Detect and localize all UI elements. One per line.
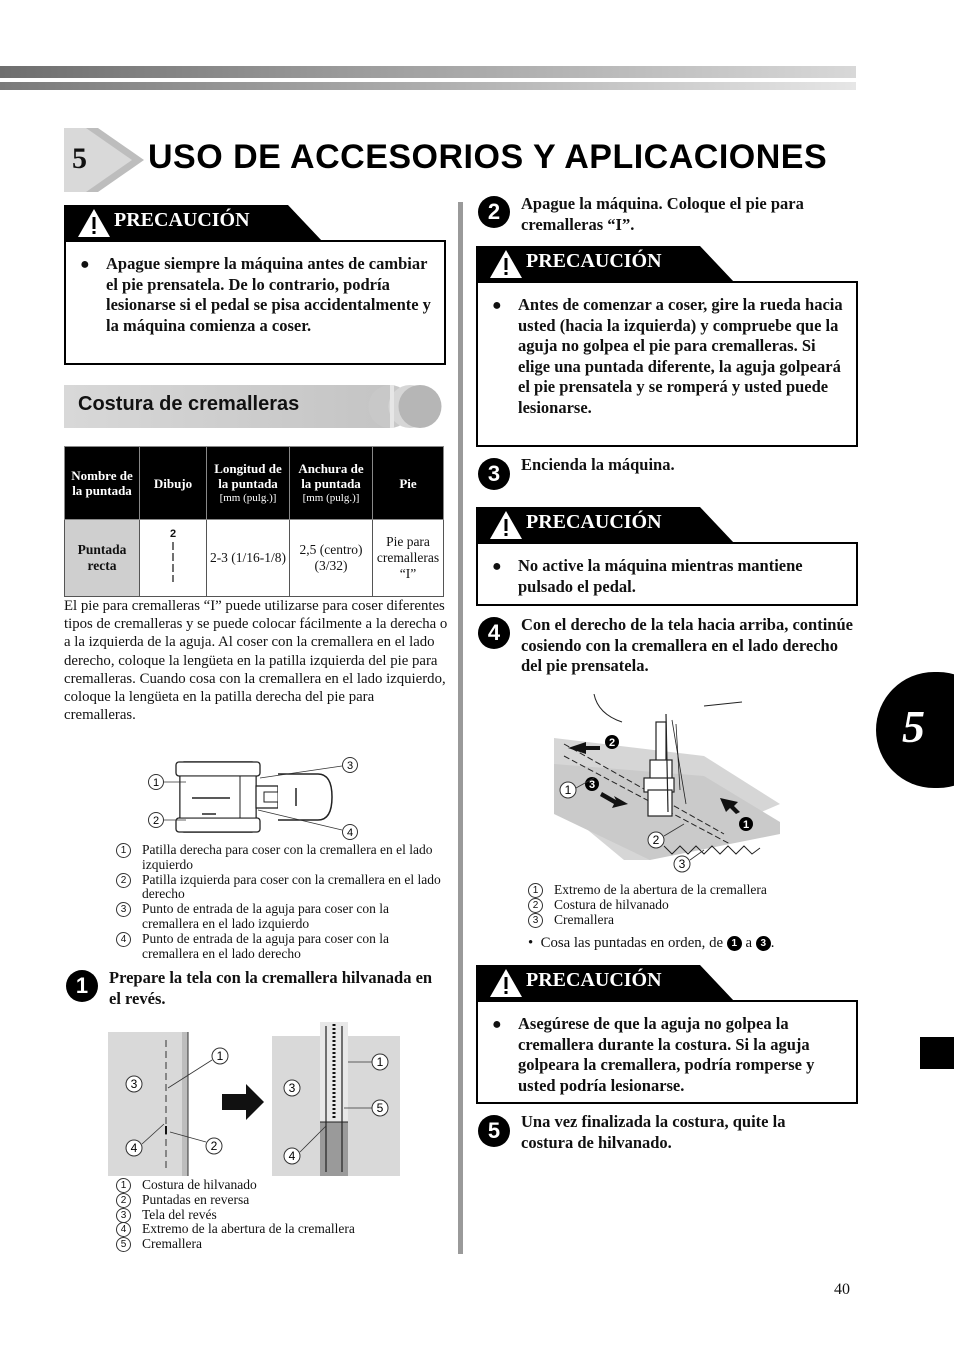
- list-item: [116, 843, 446, 873]
- step-text-5: Una vez finalizada la costura, quite la costura de hilvanado.: [521, 1112, 786, 1152]
- caution-header-3: [476, 507, 736, 543]
- list-item: [116, 873, 446, 903]
- legend-text: Cremallera: [142, 1236, 202, 1252]
- legend-text: Tela del revés: [142, 1206, 217, 1222]
- bullet-dot-icon: •: [528, 935, 541, 951]
- table-row: [65, 520, 444, 597]
- header-width-label: Anchura de la puntada: [298, 460, 364, 491]
- caution-text-4: Asegúrese de que la aguja no golpea la cremallera durante la costura. Si la aguja golpeara la cremallera, podría romperse y usted podría lesionarse.: [518, 1014, 815, 1095]
- step-text-4: Con el derecho de la tela hacia arriba, continúe cosiendo con la cremallera en el lado derecho del pie prensatela.: [521, 615, 853, 675]
- step-text-2: Apague la máquina. Coloque el pie para cremalleras “I”.: [521, 194, 804, 234]
- caution-text-3: No active la máquina mientras mantiene pulsado el pedal.: [518, 556, 803, 596]
- section-title: Costura de cremalleras: [78, 393, 300, 415]
- legend-text: Costura de hilvanado: [142, 1177, 257, 1192]
- svg-text:2: 2: [608, 737, 616, 749]
- list-item: [528, 883, 848, 898]
- header-width-unit: [mm (pulg.)]: [302, 491, 360, 504]
- list-item: [116, 1208, 446, 1223]
- cell-length: 2-3 (1/16-1/8): [207, 520, 290, 597]
- side-marker: [920, 1037, 954, 1069]
- order-note-prefix: Cosa las puntadas en orden, de: [540, 935, 724, 951]
- legend-number: 1: [116, 843, 131, 858]
- bullet-icon: ●: [492, 297, 502, 314]
- list-item: [528, 898, 848, 913]
- cell-stitch-name: Puntada recta: [65, 520, 140, 597]
- caution-box-3: [476, 542, 858, 606]
- fabric-legend: [116, 1178, 446, 1252]
- svg-text:2: 2: [210, 1139, 218, 1153]
- legend-number: 3: [116, 1208, 131, 1223]
- page-title: USO DE ACCESORIOS Y APLICACIONES: [148, 138, 828, 176]
- header-width: [290, 447, 373, 520]
- legend-text: Extremo de la abertura de la cremallera: [554, 882, 767, 897]
- list-item: [116, 902, 446, 932]
- order-note-suffix: .: [770, 935, 775, 951]
- intro-paragraph: El pie para cremalleras “I” puede utilizarse para coser diferentes tipos de cremalleras y se puede colocar fácilmente a la derecha o a la izquierda de la aguja. Al coser con la cremallera en el lado derecho, coloque la lengüeta en la patilla izquierda del pie para cremalleras. Cuando cosa con la cremallera en el lado izquierdo, coloque la lengüeta en la patilla derecha del pie para cremalleras.: [64, 598, 448, 724]
- list-item: [116, 1222, 446, 1237]
- legend-text: Extremo de la abertura de la cremallera: [142, 1221, 355, 1237]
- step-number-5: 5: [478, 1115, 510, 1147]
- list-item: [116, 1193, 446, 1208]
- header-length-unit: [mm (pulg.)]: [219, 491, 277, 504]
- step-number-4: 4: [478, 617, 510, 649]
- legend-number: 4: [116, 1222, 131, 1237]
- svg-text:1: 1: [216, 1049, 224, 1063]
- svg-text:5: 5: [376, 1101, 384, 1115]
- svg-text:4: 4: [346, 827, 354, 839]
- list-item: [528, 913, 848, 928]
- page-number: 40: [834, 1281, 850, 1298]
- svg-text:3: 3: [288, 1081, 296, 1095]
- step-text-3: Encienda la máquina.: [521, 455, 675, 474]
- fabric-preparation-diagram: [108, 1022, 400, 1176]
- machine-sewing-diagram: [554, 694, 782, 876]
- table-header-row: [65, 447, 444, 520]
- step-number-1: 1: [66, 970, 98, 1002]
- legend-number: 2: [116, 873, 131, 888]
- order-note-mid: a: [745, 935, 753, 951]
- step-text-1: Prepare la tela con la cremallera hilvanada en el revés.: [109, 968, 433, 1008]
- caution-label: PRECAUCIÓN: [526, 511, 662, 533]
- caution-box-4: [476, 1000, 858, 1104]
- caution-header-4: [476, 965, 736, 1001]
- svg-text:2: 2: [152, 815, 160, 827]
- legend-text: Punto de entrada de la aguja para coser con la cremallera en el lado derecho: [142, 930, 390, 961]
- order-from-badge: 1: [727, 936, 742, 951]
- zipper-foot-diagram: [140, 752, 370, 844]
- list-item: [116, 1237, 446, 1252]
- svg-text:4: 4: [288, 1149, 296, 1163]
- legend-number: 2: [116, 1193, 131, 1208]
- caution-label: PRECAUCIÓN: [526, 969, 662, 991]
- list-item: [116, 1178, 446, 1193]
- step-number-3: 3: [478, 458, 510, 490]
- svg-text:3: 3: [346, 760, 354, 772]
- legend-text: Punto de entrada de la aguja para coser con la cremallera en el lado izquierdo: [142, 901, 390, 931]
- cell-pattern: [140, 520, 207, 597]
- caution-header-1: [64, 205, 324, 241]
- cell-width: 2,5 (centro) (3/32): [290, 520, 373, 597]
- header-name: Nombre de la puntada: [65, 447, 140, 520]
- legend-number: 5: [116, 1237, 131, 1252]
- caution-text-2: Antes de comenzar a coser, gire la rueda hacia usted (hacia la izquierda) y compruebe que la aguja no golpea el pie para cremalleras. Si elige una puntada diferente, la aguja golpeará el pie prensatela y se romperá y usted puede lesionarse.: [518, 295, 843, 417]
- legend-text: Puntadas en reversa: [142, 1191, 250, 1207]
- svg-text:4: 4: [130, 1141, 138, 1155]
- legend-number: 2: [528, 898, 543, 913]
- straight-stitch-icon: [168, 540, 178, 584]
- bullet-icon: ●: [492, 1016, 502, 1033]
- pattern-number: 2: [169, 528, 177, 540]
- machine-legend: [528, 883, 848, 927]
- column-divider: [458, 202, 463, 1254]
- caution-label: PRECAUCIÓN: [526, 250, 662, 272]
- caution-box-2: [476, 281, 858, 447]
- legend-text: Patilla izquierda para coser con la cremallera en el lado derecho: [142, 871, 441, 902]
- legend-text: Cremallera: [554, 911, 614, 927]
- svg-text:1: 1: [376, 1055, 384, 1069]
- legend-number: 1: [528, 883, 543, 898]
- header-bar-top: [0, 66, 856, 78]
- header-pattern: Dibujo: [140, 447, 207, 520]
- caution-header-2: [476, 246, 736, 282]
- legend-number: 3: [528, 913, 543, 928]
- side-tab-number: 5: [902, 701, 925, 752]
- chapter-number: 5: [72, 142, 87, 175]
- header-length: [207, 447, 290, 520]
- bullet-icon: ●: [492, 558, 502, 575]
- svg-text:2: 2: [652, 833, 660, 847]
- caution-box-1: [64, 240, 446, 365]
- svg-text:1: 1: [742, 819, 750, 831]
- section-header: [64, 385, 442, 428]
- foot-legend: [116, 843, 446, 961]
- stitch-table: [64, 446, 444, 597]
- list-item: [116, 932, 446, 962]
- step-number-2: 2: [478, 196, 510, 228]
- svg-text:1: 1: [564, 783, 572, 797]
- caution-label: PRECAUCIÓN: [114, 209, 250, 231]
- svg-text:1: 1: [152, 777, 160, 789]
- order-to-badge: 3: [756, 936, 771, 951]
- header-bar-bottom: [0, 82, 856, 90]
- cell-foot: Pie para cremalleras “I”: [373, 520, 444, 597]
- legend-number: 4: [116, 932, 131, 947]
- legend-number: 3: [116, 902, 131, 917]
- legend-text: Patilla derecha para coser con la cremallera en el lado izquierdo: [142, 842, 433, 872]
- svg-text:3: 3: [588, 779, 596, 791]
- legend-text: Costura de hilvanado: [554, 896, 669, 912]
- order-note: [528, 934, 848, 952]
- bullet-icon: ●: [80, 256, 90, 273]
- svg-text:3: 3: [130, 1077, 138, 1091]
- svg-text:3: 3: [678, 857, 686, 871]
- legend-number: 1: [116, 1178, 131, 1193]
- header-length-label: Longitud de la puntada: [214, 460, 282, 491]
- caution-text-1: Apague siempre la máquina antes de cambiar el pie prensatela. De lo contrario, podría lesionarse si el pedal se pisa accidentalmente y la máquina comienza a coser.: [106, 254, 431, 335]
- header-foot: Pie: [373, 447, 444, 520]
